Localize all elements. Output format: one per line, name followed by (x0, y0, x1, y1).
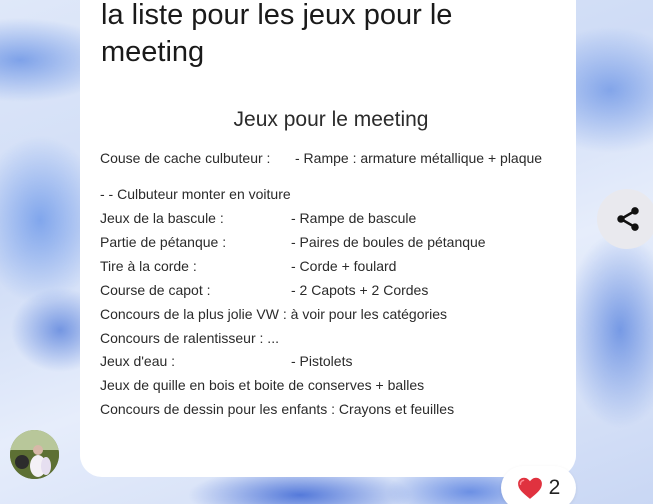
list-item-value: - Paires de boules de pétanque (291, 234, 486, 250)
list-item (100, 258, 397, 274)
list-item-label: Concours de dessin pour les enfants : Crayons et feuilles (100, 401, 455, 417)
attached-image[interactable] (80, 100, 576, 460)
message-bubble[interactable] (80, 0, 576, 477)
image-title: Jeux pour le meeting (233, 108, 429, 131)
list-item-label: Jeux d'eau : (100, 353, 176, 369)
list-item (100, 306, 447, 322)
list-item-label: Jeux de quille en bois et boite de conserves + balles (100, 377, 425, 393)
list-item (100, 210, 417, 226)
list-item-label: Tire à la corde : (100, 258, 197, 274)
list-item-value: - Corde + foulard (291, 258, 397, 274)
list-item (100, 330, 279, 346)
reaction-count: 2 (548, 476, 561, 499)
list-item-label: Concours de la plus jolie VW : à voir pour les catégories (100, 306, 448, 322)
share-icon (614, 205, 642, 233)
list-item-value: - Pistolets (291, 353, 353, 369)
avatar-photo (10, 430, 59, 479)
list-item-label: Couse de cache culbuteur : (100, 150, 271, 166)
share-button[interactable] (597, 189, 653, 249)
message-line: la liste pour les jeux pour le (101, 0, 453, 31)
list-item (100, 377, 424, 393)
list-item-label: Jeux de la bascule : (100, 210, 224, 226)
reaction-badge[interactable] (501, 466, 576, 504)
list-item-label: Concours de ralentisseur : ... (100, 330, 279, 346)
list-item (100, 186, 291, 202)
list-item (100, 401, 454, 417)
list-item (100, 353, 353, 369)
message-line: meeting (101, 36, 205, 68)
list-item (100, 282, 429, 298)
list-item-label: Course de capot : (100, 282, 211, 298)
list-item-label: Partie de pétanque : (100, 234, 227, 250)
avatar[interactable] (10, 430, 59, 479)
list-item-label: - - Culbuteur monter en voiture (100, 186, 291, 202)
heart-icon (517, 476, 543, 500)
list-item-value: - 2 Capots + 2 Cordes (291, 282, 429, 298)
list-item-value: - Rampe de bascule (291, 210, 417, 226)
list-item (100, 150, 543, 166)
list-item (100, 234, 486, 250)
message-text (101, 0, 541, 71)
list-item-value: - Rampe : armature métallique + plaque (295, 150, 543, 166)
